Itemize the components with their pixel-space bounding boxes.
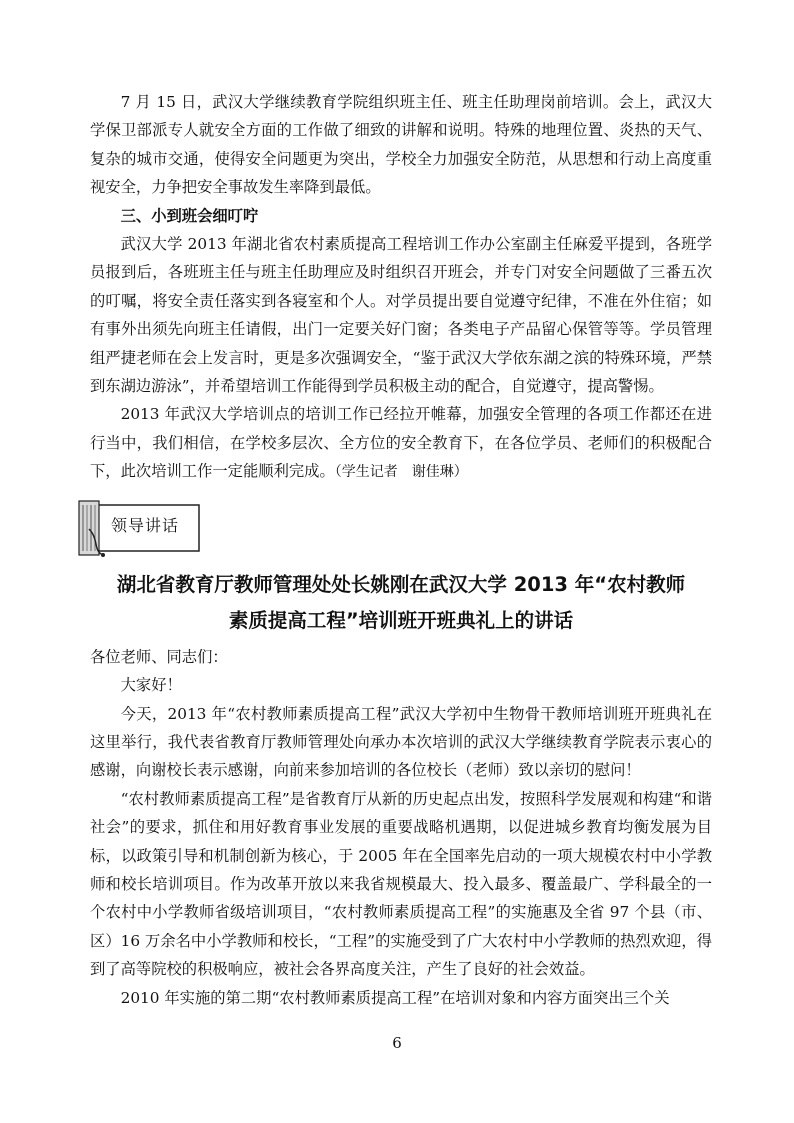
speech-title-line-1: 湖北省教育厅教师管理处处长姚刚在武汉大学 2013 年“农村教师 [116, 572, 686, 596]
speech-paragraph-1: 今天，2013 年“农村教师素质提高工程”武汉大学初中生物骨干教师培训班开班典礼在这里举行，我代表省教育厅教师管理处向承办本次培训的武汉大学继续教育学院表示衷心的感谢，向谢校长表示感谢，向前来参加培训的各位校长（老师）致以亲切的慰问！ [90, 704, 712, 780]
banner-label: 领导讲话 [111, 515, 180, 535]
section-banner [73, 499, 205, 557]
section-three-paragraph-1: 武汉大学 2013 年湖北省农村素质提高工程培训工作办公室副主任麻爱平提到，各班学员报到后，各班班主任与班主任助理应及时组织召开班会，并专门对安全问题做了三番五次的叮嘱，将安全责任落实到各寝室和个人。对学员提出要自觉遵守纪律，不准在外住宿；如有事外出须先向班主任请假，出门一定要关好门窗；各类电子产品留心保管等等。学员管理组严捷老师在会上发言时，更是多次强调安全，“鉴于武汉大学依东湖之滨的特殊环境，严禁到东湖边游泳”，并希望培训工作能得到学员积极主动的配合，自觉遵守，提高警惕。 [90, 235, 712, 396]
speech-paragraph-2: “农村教师素质提高工程”是省教育厅从新的历史起点出发，按照科学发展观和构建“和谐社会”的要求，抓住和用好教育事业发展的重要战略机遇期，以促进城乡教育均衡发展为目标，以政策引导和机制创新为核心，于 2005 年在全国率先启动的一项大规模农村中小学教师和校长培训项目。作为改革开放以来我省规模最大、投入最多、覆盖最广、学科最全的一个农村中小学教师省级培训项目，“农村教师素质提高工程”的实施惠及全省 97 个县（市、区）16 万余名中小学教师和校长，“工程”的实施受到了广大农村中小学教师的热烈欢迎，得到了高等院校的积极响应，被社会各界高度关注，产生了良好的社会效益。 [90, 789, 712, 979]
reporter-byline: （学生记者 谢佳琳） [334, 464, 468, 481]
speech-title-line-2: 素质提高工程”培训班开班典礼上的讲话 [228, 608, 574, 632]
section-three-heading: 三、小到班会细叮咛 [120, 206, 259, 225]
page-number: 6 [392, 1034, 402, 1052]
speech-salutation: 各位老师、同志们： [90, 647, 228, 666]
section-three-paragraph-2 [90, 400, 712, 486]
paragraph-text: 2013 年武汉大学培训点的培训工作已经拉开帷幕，加强安全管理的各项工作都还在进行当中，我们相信，在学校多层次、全方位的安全教育下，在各位学员、老师们的积极配合下，此次培训工作一定能顺利完成。 [90, 405, 712, 481]
speech-title [76, 567, 726, 639]
speech-paragraph-3: 2010 年实施的第二期“农村教师素质提高工程”在培训对象和内容方面突出三个关 [120, 988, 670, 1007]
section-one-paragraph: 7 月 15 日，武汉大学继续教育学院组织班主任、班主任助理岗前培训。会上，武汉大学保卫部派专人就安全方面的工作做了细致的讲解和说明。特殊的地理位置、炎热的天气、复杂的城市交通，使得安全问题更为突出，学校全力加强安全防范，从思想和行动上高度重视安全，力争把安全事故发生率降到最低。 [90, 93, 712, 197]
document-page [90, 88, 712, 1012]
speech-greeting: 大家好！ [120, 676, 182, 695]
